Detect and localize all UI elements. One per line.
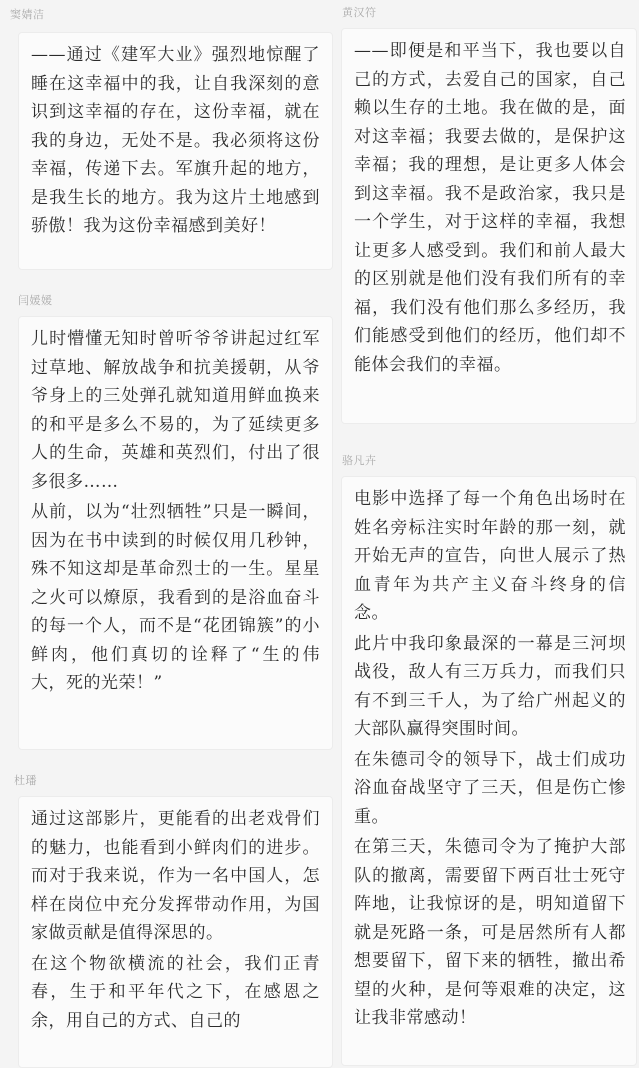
comment-paragraph: ——通过《建军大业》强烈地惊醒了睡在这幸福中的我，让自我深刻的意识到这幸福的存在，这份幸福，就在我的身边，无处不是。我必须将这份幸福，传递下去。军旗升起的地方，是我生长的地方。我为这片土地感到骄傲！我为这份幸福感到美好！ <box>31 45 320 236</box>
comment-card <box>341 476 637 1066</box>
comment-card <box>18 796 333 1068</box>
comment-paragraph: 从前，以为“壮烈牺牲”只是一瞬间，因为在书中读到的时候仅用几秒钟，殊不知这却是革命烈士的一生。星星之火可以燎原，我看到的是浴血奋斗的每一个人，而不是“花团锦簇”的小鲜肉，他们真切的诠释了“生的伟大，死的光荣！” <box>31 502 320 693</box>
post-author: 骆凡卉 <box>342 454 377 467</box>
comment-card <box>18 316 333 750</box>
comment-card <box>18 32 333 270</box>
post-author: 黄汉符 <box>342 6 377 19</box>
comment-paragraph: 在这个物欲横流的社会，我们正青春，生于和平年代之下，在感恩之余，用自己的方式、自己的 <box>31 953 320 1031</box>
comment-paragraph: 此片中我印象最深的一幕是三河坝战役，敌人有三万兵力，而我们只有不到三千人，为了给广州起义的大部队赢得突围时间。 <box>354 633 626 739</box>
comment-card <box>341 28 637 424</box>
post-author: 杜璠 <box>14 774 37 787</box>
comment-paragraph: 儿时懵懂无知时曾听爷爷讲起过红军过草地、解放战争和抗美援朝，从爷爷身上的三处弹孔就知道用鲜血换来的和平是多么不易的，为了延续更多人的生命，英雄和英烈们，付出了很多很多…… <box>31 329 320 492</box>
post-author: 窦婧洁 <box>10 8 45 21</box>
comment-paragraph: 在朱德司令的领导下，战士们成功浴血奋战坚守了三天，但是伤亡惨重。 <box>354 749 626 827</box>
comment-paragraph: 电影中选择了每一个角色出场时在姓名旁标注实时年龄的那一刻，就开始无声的宣告，向世人展示了热血青年为共产主义奋斗终身的信念。 <box>354 489 626 623</box>
comment-paragraph: 在第三天，朱德司令为了掩护大部队的撤离，需要留下两百壮士死守阵地，让我惊讶的是，明知道留下就是死路一条，可是居然所有人都想要留下，留下来的牺牲，撤出希望的火种，是何等艰难的决定，这让我非常感动！ <box>354 837 626 1028</box>
post-author: 闫媛媛 <box>18 294 53 307</box>
comment-paragraph: ——即便是和平当下，我也要以自己的方式，去爱自己的国家，自己赖以生存的土地。我在做的是，面对这幸福；我要去做的，是保护这幸福；我的理想，是让更多人体会到这幸福。我不是政治家，我只是一个学生，对于这样的幸福，我想让更多人感受到。我们和前人最大的区别就是他们没有我们所有的幸福，我们没有他们那么多经历，我们能感受到他们的经历，他们却不能体会我们的幸福。 <box>354 41 626 375</box>
comment-paragraph: 通过这部影片，更能看的出老戏骨们的魅力，也能看到小鲜肉们的进步。而对于我来说，作为一名中国人，怎样在岗位中充分发挥带动作用，为国家做贡献是值得深思的。 <box>31 809 320 943</box>
